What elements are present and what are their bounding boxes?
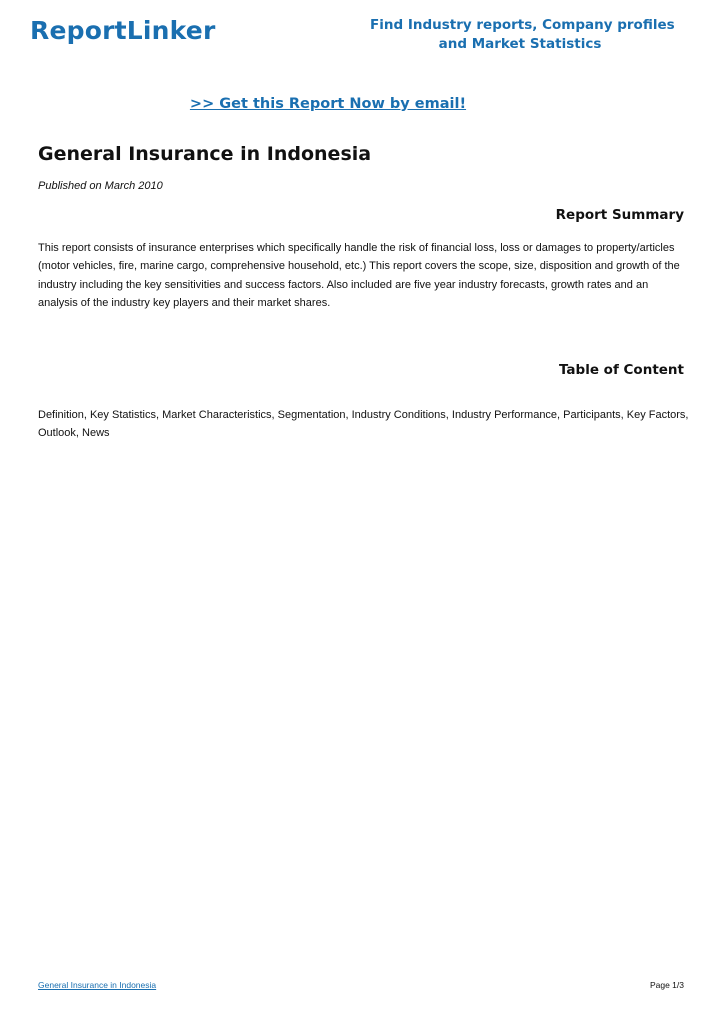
summary-line: analysis of the industry key players and their market shares.	[38, 296, 331, 309]
tagline-line-2: and Market Statistics	[438, 36, 602, 52]
header-tagline	[370, 16, 675, 54]
summary-line: (motor vehicles, fire, marine cargo, comprehensive household, etc.) This report covers the scope, size, disposition and growth of the	[38, 260, 680, 273]
tagline-line-1: Find Industry reports, Company profiles	[370, 17, 675, 33]
published-date: Published on March 2010	[38, 180, 163, 192]
table-of-content-text	[38, 406, 698, 443]
toc-line: Definition, Key Statistics, Market Characteristics, Segmentation, Industry Conditions, Industry Performance, Participants, Key Factors,	[38, 409, 689, 421]
footer-report-link[interactable]: General Insurance in Indonesia	[38, 980, 157, 990]
get-report-email-link[interactable]: >> Get this Report Now by email!	[189, 96, 467, 112]
table-of-content-heading: Table of Content	[558, 362, 684, 378]
reportlinker-logo[interactable]: ReportLinker	[30, 16, 216, 45]
report-title: General Insurance in Indonesia	[38, 143, 372, 165]
summary-line: industry including the key sensitivities and success factors. Also included are five year industry forecasts, growth rates and an	[38, 278, 649, 291]
summary-line: This report consists of insurance enterprises which specifically handle the risk of financial loss, loss or damages to property/articles	[38, 242, 675, 254]
page-number: Page 1/3	[649, 980, 684, 990]
toc-line: Outlook, News	[38, 427, 110, 440]
report-summary-heading: Report Summary	[555, 207, 684, 223]
report-summary-text	[38, 239, 698, 312]
